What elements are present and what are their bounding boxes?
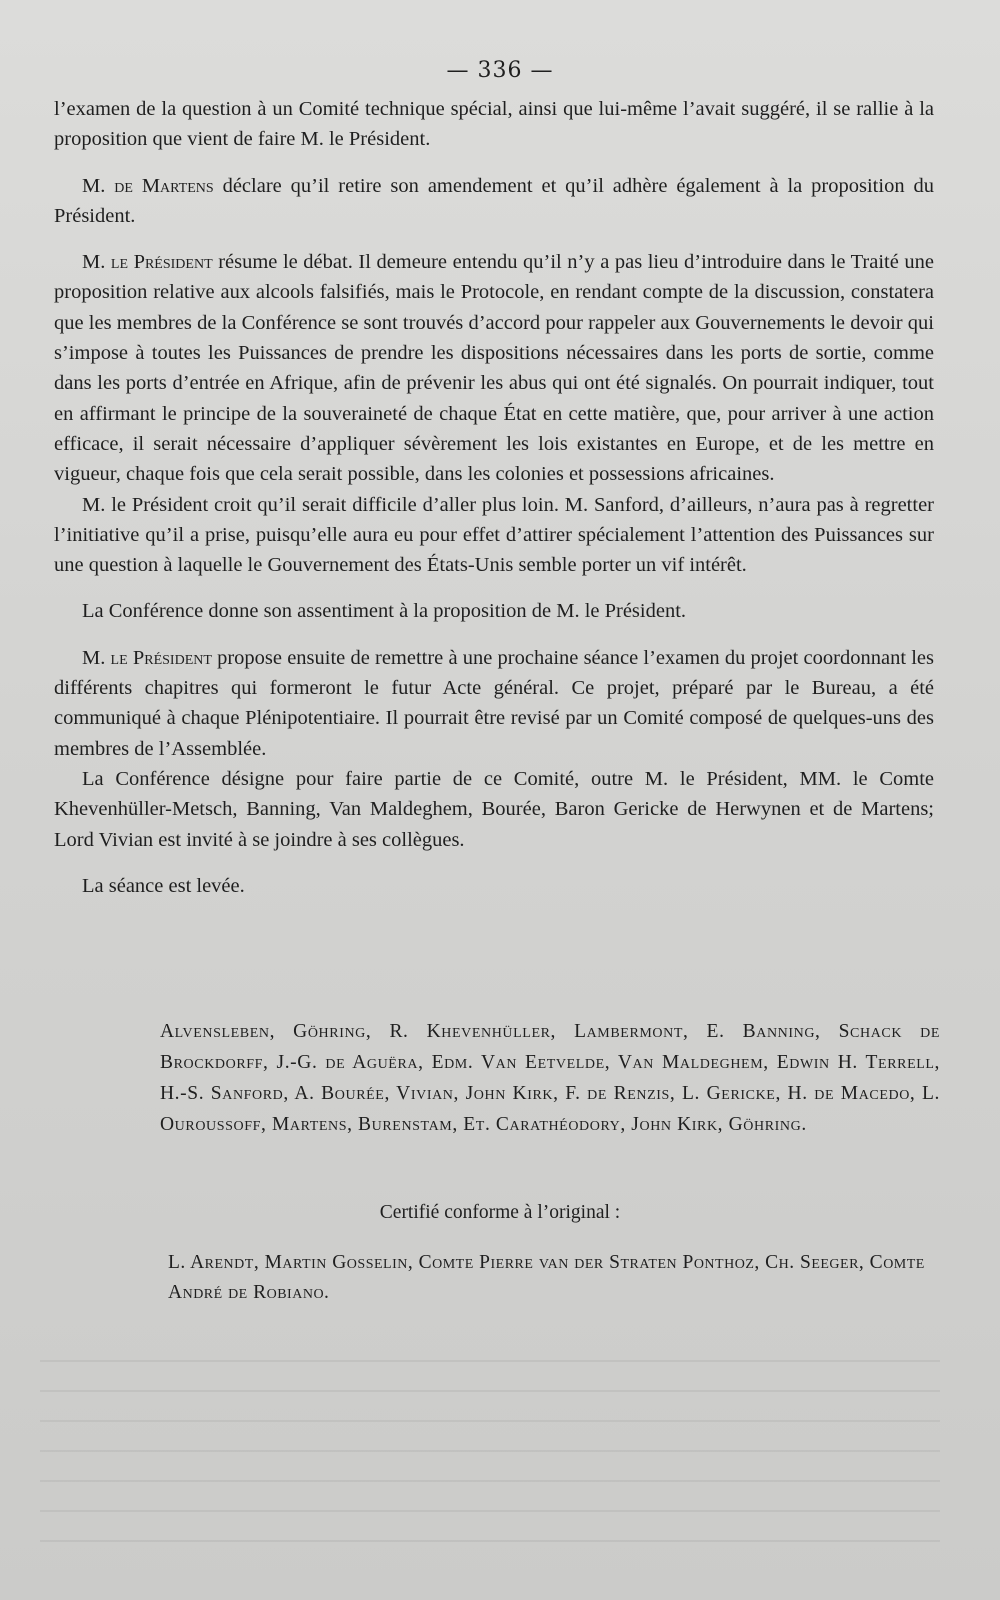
paragraph-6 <box>54 643 934 764</box>
paragraph-3 <box>54 247 934 489</box>
signatures-block: Alvensleben, Göhring, R. Khevenhüller, Lambermont, E. Banning, Schack de Brockdorff, J.-G. de Aguëra, Edm. Van Eetvelde, Van Maldeghem, Edwin H. Terrell, H.-S. Sanford, A. Bourée, Vivian, John Kirk, F. de Renzis, L. Gericke, H. de Macedo, L. Ouroussoff, Martens, Burenstam, Et. Carathéodory, John Kirk, Göhring. <box>160 1021 940 1135</box>
paragraph-1: l’examen de la question à un Comité technique spécial, ainsi que lui-même l’avait suggéré, il se rallie à la proposition que vient de faire M. le Président. <box>54 98 934 151</box>
certification-names: L. Arendt, Martin Gosselin, Comte Pierre van der Straten Ponthoz, Ch. Seeger, Comte André de Robiano. <box>168 1252 925 1303</box>
speaker-name: M. de Martens <box>82 174 214 197</box>
paragraph-4: M. le Président croit qu’il serait difficile d’aller plus loin. M. Sanford, d’ailleurs, n’aura pas à regretter l’initiative qu’il a prise, puisqu’elle aura eu pour effet d’attirer spécialement l’attention des Puissances sur une question à laquelle le Gouvernement des États-Unis semble porter un vif intérêt. <box>54 493 934 577</box>
page-number: — 336 — <box>446 58 554 83</box>
paragraph-7: La Conférence désigne pour faire partie de ce Comité, outre M. le Président, MM. le Comte Khevenhüller-Metsch, Banning, Van Maldeghem, Bourée, Baron Gericke de Herwynen et de Martens; Lord Vivian est invité à se joindre à ses collègues. <box>54 767 934 851</box>
certification-heading: Certifié conforme à l’original : <box>379 1202 621 1223</box>
paragraph-text: résume le débat. Il demeure entendu qu’il n’y a pas lieu d’introduire dans le Traité une proposition relative aux alcools falsifiés, mais le Protocole, en rendant compte de la discussion, constatera que les membres de la Conférence se sont trouvés d’accord pour rappeler aux Gouvernements le devoir qui s’impose à toutes les Puissances de prendre les dispositions nécessaires dans les ports de sortie, comme dans les ports d’entrée en Afrique, afin de prévenir les abus qui ont été signalés. On pourrait indiquer, tout en affirmant le principe de la souveraineté de chaque État en cette matière, que, pour arriver à une action efficace, il serait nécessaire d’appliquer sévèrement les lois existantes en Europe, et de les mettre en vigueur, chaque fois que cela serait possible, dans les colonies et possessions africaines. <box>54 251 934 486</box>
paragraph-text: propose ensuite de remettre à une prochaine séance l’examen du projet coordonnant les différents chapitres qui formeront le futur Acte général. Ce projet, préparé par le Bureau, a été communiqué à chaque Plénipotentiaire. Il pourrait être revisé par un Comité composé de quelques-uns des membres de l’Assemblée. <box>54 646 934 760</box>
show-through-texture <box>40 1360 940 1560</box>
paragraph-5: La Conférence donne son assentiment à la proposition de M. le Président. <box>82 600 687 623</box>
paragraph-text: déclare qu’il retire son amendement et qu’il adhère également à la proposition du Président. <box>54 174 934 227</box>
speaker-name: M. le Président <box>82 251 213 274</box>
speaker-name: M. le Président <box>82 646 212 669</box>
body-text <box>54 94 934 901</box>
paragraph-2 <box>54 171 934 232</box>
paragraph-8: La séance est levée. <box>82 874 245 897</box>
